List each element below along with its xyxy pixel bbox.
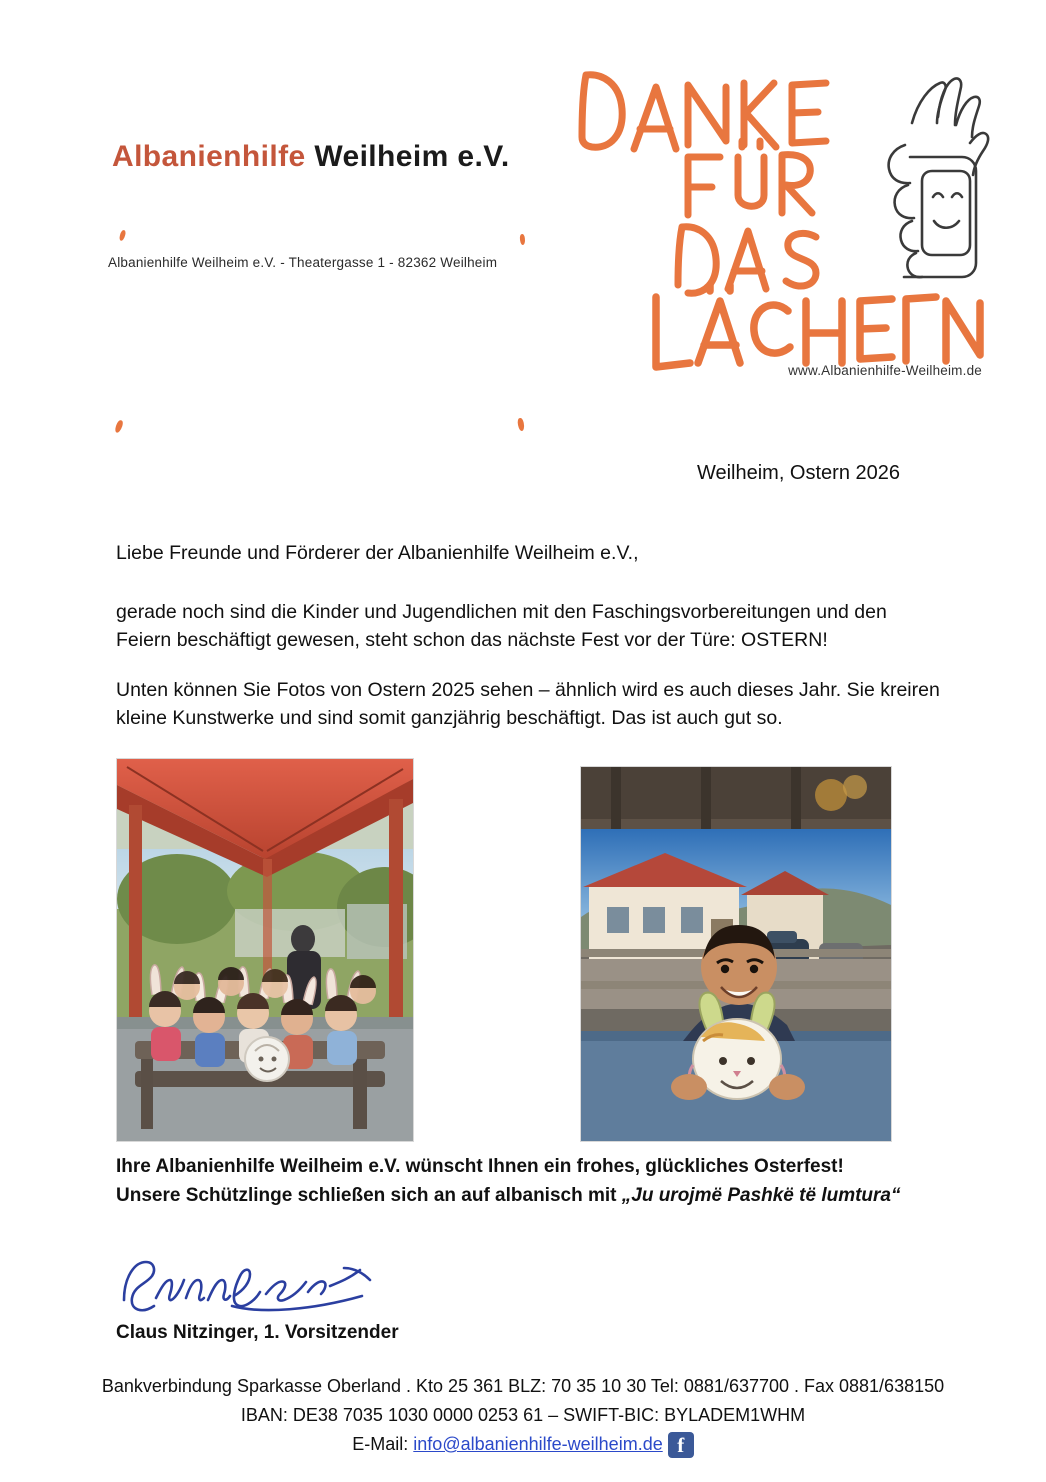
footer-iban-line: IBAN: DE38 7035 1030 0000 0253 61 – SWIFT-BIC: BYLADEM1WHM [240,1405,806,1425]
organization-logo [560,45,990,380]
footer-bank-line: Bankverbindung Sparkasse Oberland . Kto 25 361 BLZ: 70 35 10 30 Tel: 0881/637700 . Fax 0881/638150 [101,1376,945,1396]
photo-boy-with-easter-craft [580,766,892,1142]
facebook-icon[interactable]: f [668,1432,694,1458]
decorative-fleck-icon [519,234,525,246]
closing-line-2 [116,1181,966,1210]
organization-name-primary: Albanienhilfe [112,140,306,173]
sender-address-line: Albanienhilfe Weilheim e.V. - Theatergasse 1 - 82362 Weilheim [108,255,498,270]
email-label: E-Mail: [352,1434,409,1454]
photo-children-with-bunny-ears [116,758,414,1142]
signature-name: Claus Nitzinger, 1. Vorsitzender [116,1322,399,1343]
organization-name [112,140,510,174]
closing-line-1: Ihre Albanienhilfe Weilheim e.V. wünscht Ihnen ein frohes, glückliches Osterfest! [116,1156,844,1177]
footer [0,1372,1046,1459]
body-paragraph-1: gerade noch sind die Kinder und Jugendlichen mit den Faschingsvorbereitungen und den Feiern beschäftigt gewesen, steht schon das nächste Fest vor der Türe: OSTERN! [116,601,887,651]
logo-website-url: www.Albanienhilfe-Weilheim.de [788,363,982,378]
closing-albanian-phrase: „Ju urojmë Pashkë të lumtura“ [621,1185,901,1206]
body-paragraph-2: Unten können Sie Fotos von Ostern 2025 sehen – ähnlich wird es auch dieses Jahr. Sie kreiren kleine Kunstwerke und sind somit ganzjährig beschäftigt. Das ist auch gut so. [116,679,940,729]
footer-email-row [0,1430,1046,1459]
decorative-fleck-icon [114,419,124,433]
decorative-fleck-icon [517,418,526,432]
organization-name-secondary: Weilheim e.V. [314,140,510,173]
place-and-date: Weilheim, Ostern 2026 [696,462,900,484]
signature-image [112,1248,412,1318]
closing-text [116,1152,966,1210]
email-link[interactable]: info@albanienhilfe-weilheim.de [413,1434,663,1454]
closing-line-2-prefix: Unsere Schützlinge schließen sich an auf albanisch mit [116,1185,622,1206]
salutation: Liebe Freunde und Förderer der Albanienhilfe Weilheim e.V., [116,542,639,564]
decorative-fleck-icon [119,230,127,242]
